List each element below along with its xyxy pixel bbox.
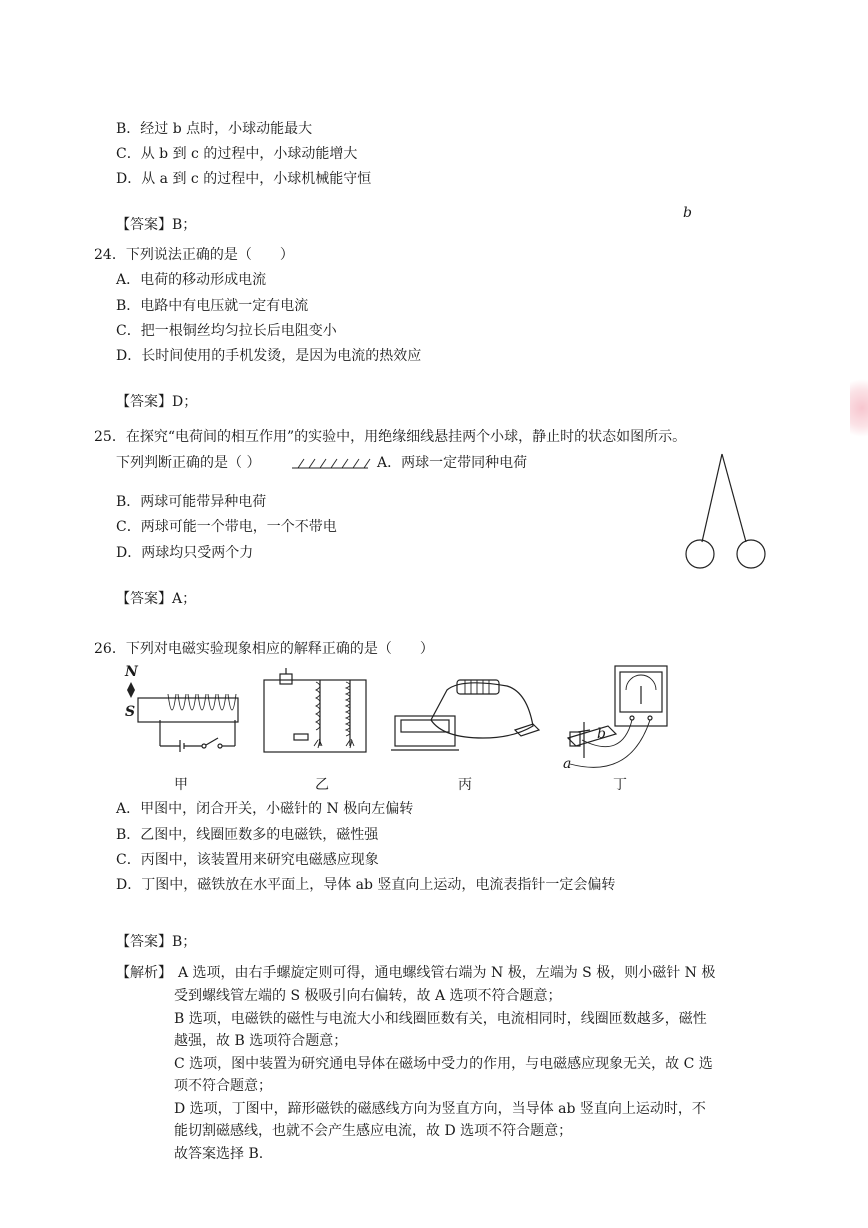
q25-stem-line1: 25．在探究“电荷间的相互作用”的实验中，用绝缘细线悬挂两个小球，静止时的状态如图所示。	[94, 429, 687, 445]
q24-option-d: D．长时间使用的手机发烫，是因为电流的热效应	[116, 348, 422, 364]
q25-option-c: C．两球可能一个带电，一个不带电	[116, 519, 337, 535]
q24-answer: 【答案】D；	[116, 394, 198, 410]
q26-option-a: A．甲图中，闭合开关，小磁针的 N 极向左偏转	[116, 801, 414, 817]
fig-label-bing: 丙	[458, 777, 472, 793]
fig-label-jia: 甲	[174, 777, 188, 793]
q25-answer: 【答案】A；	[116, 591, 197, 607]
suspended-balls-figure	[680, 450, 775, 575]
analysis-line-6: 项不符合题意；	[174, 1078, 272, 1094]
analysis-line-8: 能切割磁感线，也就不会产生感应电流，故 D 选项不符合题意；	[174, 1123, 573, 1139]
q24-option-c: C．把一根铜丝均匀拉长后电阻变小	[116, 323, 337, 339]
q26-stem: 26．下列对电磁实验现象相应的解释正确的是（ ）	[94, 641, 434, 657]
analysis-line-9: 故答案选择 B.	[174, 1146, 264, 1162]
q26-option-d: D．丁图中，磁铁放在水平面上，导体 ab 竖直向上运动，电流表指针一定会偏转	[116, 877, 616, 893]
q23-option-c: C．从 b 到 c 的过程中，小球动能增大	[116, 146, 358, 162]
fig-label-ding: 丁	[613, 777, 627, 793]
fig4-label-a: a	[563, 756, 572, 772]
compass-s-label: S	[125, 704, 136, 720]
q25-option-d: D．两球均只受两个力	[116, 545, 254, 561]
compass-n-label: N	[125, 664, 138, 680]
q24-option-b: B．电路中有电压就一定有电流	[116, 298, 309, 314]
analysis-line-4: 越强，故 B 选项符合题意；	[174, 1033, 348, 1049]
red-seal-fragment	[850, 378, 868, 438]
hatched-ceiling-icon	[292, 456, 372, 470]
q25-option-a: A．两球一定带同种电荷	[377, 455, 528, 471]
motor-apparatus-figure	[385, 668, 550, 768]
q24-option-a: A．电荷的移动形成电流	[116, 272, 267, 288]
analysis-line-2: 受到螺线管左端的 S 极吸引向右偏转，故 A 选项不符合题意；	[174, 988, 562, 1004]
q26-option-b: B．乙图中，线圈匝数多的电磁铁，磁性强	[116, 827, 379, 843]
q26-option-c: C．丙图中，该装置用来研究电磁感应现象	[116, 852, 379, 868]
galvanometer-figure	[560, 660, 675, 770]
electromagnets-figure	[262, 662, 372, 762]
q24-stem: 24．下列说法正确的是（ ）	[94, 247, 294, 263]
q23-option-d: D．从 a 到 c 的过程中，小球机械能守恒	[116, 171, 372, 187]
solenoid-circuit-figure	[120, 660, 250, 760]
fig4-label-b: b	[597, 726, 606, 742]
fig-label-yi: 乙	[315, 777, 329, 793]
q25-option-b: B．两球可能带异种电荷	[116, 494, 267, 510]
q23-option-b: B．经过 b 点时，小球动能最大	[116, 121, 313, 137]
analysis-line-3: B 选项，电磁铁的磁性与电流大小和线圈匝数有关，电流相同时，线圈匝数越多，磁性	[174, 1011, 707, 1027]
q23-answer: 【答案】B；	[116, 217, 197, 233]
analysis-line-1: A 选项，由右手螺旋定则可得，通电螺线管右端为 N 极，左端为 S 极，则小磁针 N 极	[178, 965, 716, 981]
q25-stem-line2: 下列判断正确的是（ ）	[116, 455, 261, 471]
q23-figure-label-b: b	[683, 205, 692, 221]
analysis-line-7: D 选项，丁图中，蹄形磁铁的磁感线方向为竖直方向，当导体 ab 竖直向上运动时，不	[174, 1101, 706, 1117]
q26-answer: 【答案】B；	[116, 934, 197, 950]
analysis-line-5: C 选项，图中装置为研究通电导体在磁场中受力的作用，与电磁感应现象无关，故 C 选	[174, 1056, 713, 1072]
q26-analysis-label: 【解析】	[116, 965, 172, 981]
